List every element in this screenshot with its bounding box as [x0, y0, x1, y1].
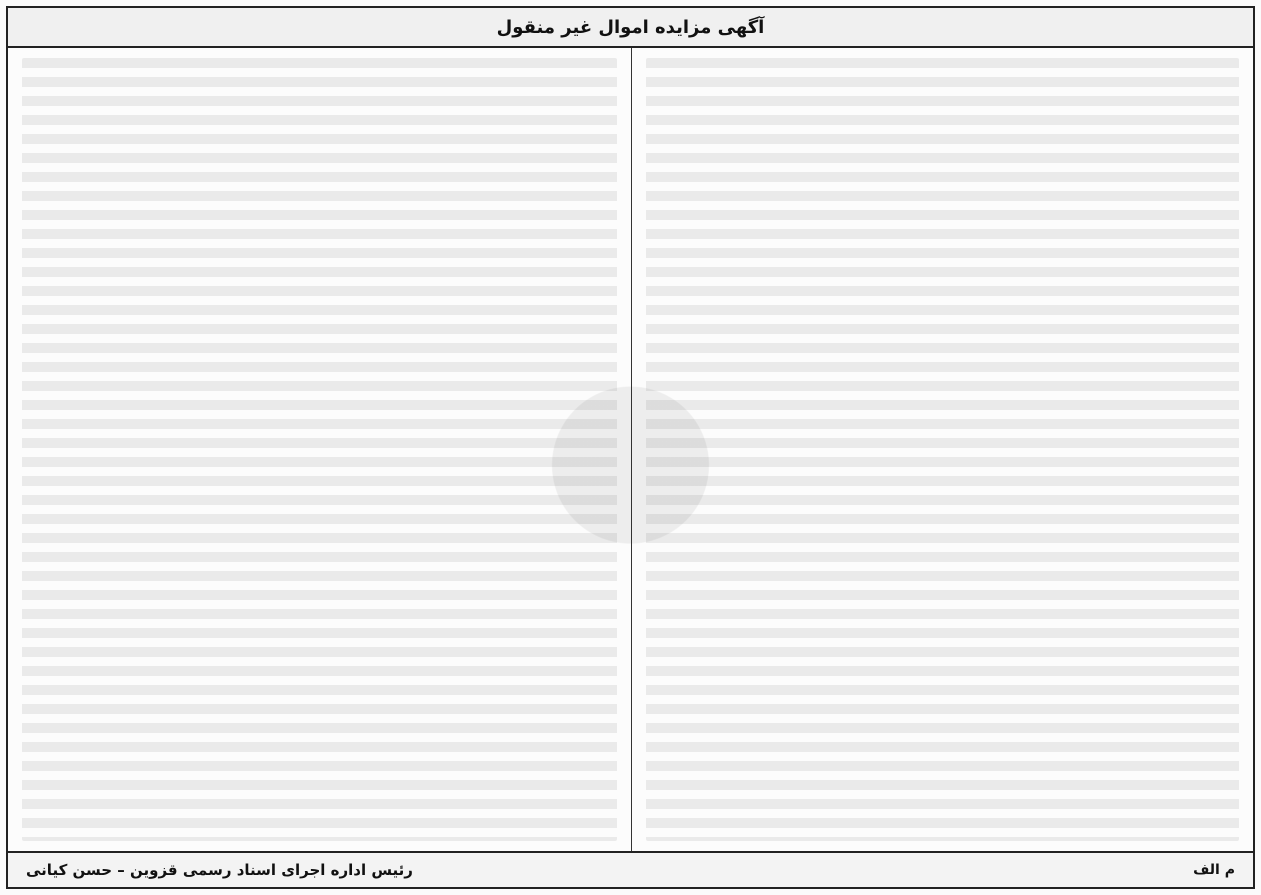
- notice-body-left-column: [8, 48, 631, 851]
- notice-frame: [6, 6, 1255, 889]
- notice-title: آگهی مزایده اموال غیر منقول: [496, 16, 765, 38]
- notice-body-columns: [8, 48, 1253, 851]
- notice-reference: م الف: [1193, 862, 1235, 878]
- notice-body-right-column: [631, 48, 1254, 851]
- notice-body-right-text: [646, 58, 1240, 841]
- notice-title-bar: [8, 8, 1253, 48]
- notice-body-left-text: [22, 58, 617, 841]
- notice-signature: رئیس اداره اجرای اسناد رسمی قزوین – حسن کیانی: [26, 861, 413, 879]
- notice-footer: [8, 851, 1253, 887]
